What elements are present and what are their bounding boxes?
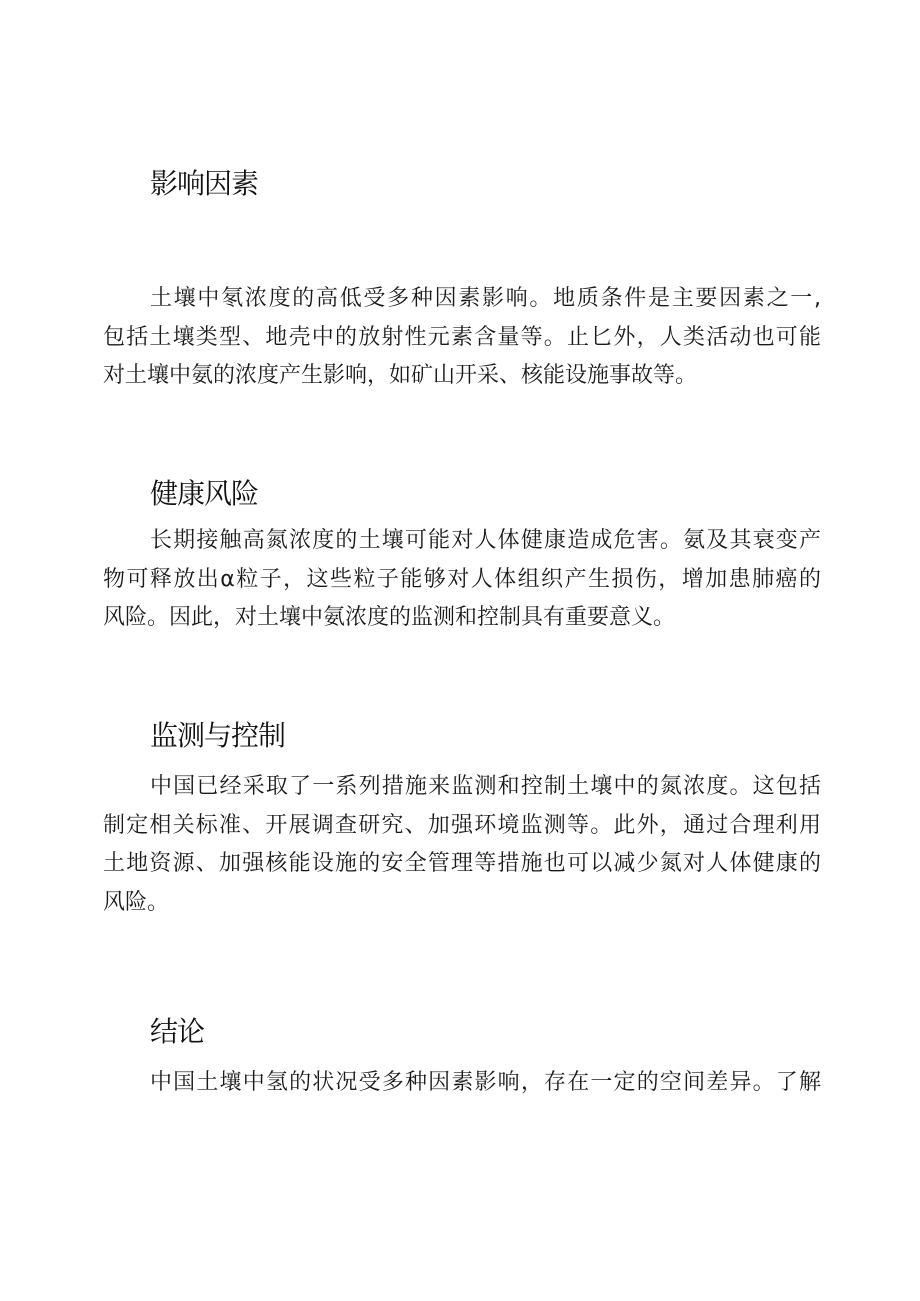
paragraph-line: 土壤中氡浓度的高低受多种因素影响。地质条件是主要因素之一, <box>150 286 821 311</box>
section-paragraph-monitoring <box>103 768 821 922</box>
section-heading-monitoring: 监测与控制 <box>150 719 286 752</box>
paragraph-line: 物可释放出α粒子，这些粒子能够对人体组织产生损伤，增加患肺癌的 <box>103 566 821 592</box>
section-paragraph-factors <box>103 280 821 396</box>
section-paragraph-conclusion <box>103 1064 821 1103</box>
paragraph-line: 包括土壤类型、地壳中的放射性元素含量等。止匕外，人类活动也可能 <box>103 324 821 350</box>
paragraph-line: 风险。因此，对土壤中氨浓度的监测和控制具有重要意义。 <box>103 605 676 630</box>
paragraph-line: 长期接触高氮浓度的土壤可能对人体健康造成危害。氨及其衰变产 <box>150 528 821 553</box>
paragraph-line: 中国土壤中氢的状况受多种因素影响，存在一定的空间差异。了解 <box>150 1070 821 1095</box>
paragraph-line: 风险。 <box>103 889 170 915</box>
section-paragraph-health-risk <box>103 522 821 638</box>
paragraph-line: 对土壤中氨的浓度产生影响，如矿山开采、核能设施事故等。 <box>103 363 698 388</box>
section-heading-conclusion: 结论 <box>150 1015 205 1048</box>
section-heading-health-risk: 健康风险 <box>150 477 259 510</box>
section-heading-factors: 影响因素 <box>150 167 259 200</box>
paragraph-line: 制定相关标准、开展调查研究、加强环境监测等。此外，通过合理利用 <box>103 812 821 838</box>
paragraph-line: 中国已经采取了一系列措施来监测和控制土壤中的氮浓度。这包括 <box>150 774 821 799</box>
paragraph-line: 土地资源、加强核能设施的安全管理等措施也可以减少氮对人体健康的 <box>103 851 821 876</box>
